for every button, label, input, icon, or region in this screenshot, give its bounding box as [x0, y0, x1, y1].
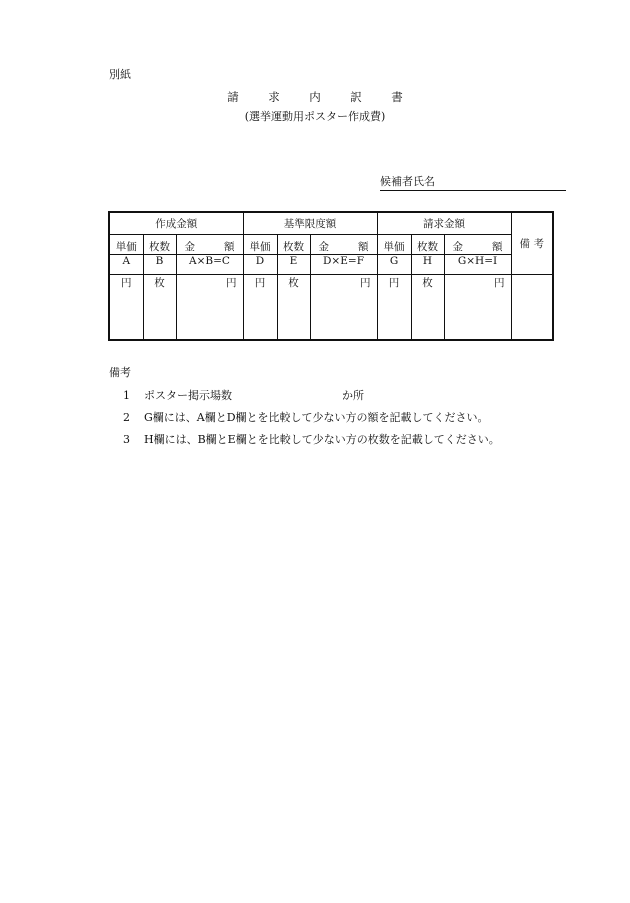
col-label: 単価 [243, 235, 277, 255]
col-code: E [277, 255, 310, 275]
note-item [123, 409, 489, 425]
group-header-claim: 請求金額 [377, 212, 511, 235]
col-code: D×E=F [310, 255, 377, 275]
unit-price-cell[interactable]: 円 [243, 275, 277, 341]
amount-cell[interactable]: 円 [176, 275, 243, 341]
amount-cell[interactable]: 円 [310, 275, 377, 341]
col-code: H [411, 255, 444, 275]
title-char: 求 [268, 90, 280, 104]
notes-heading: 備考 [109, 366, 131, 379]
col-label [176, 235, 243, 255]
col-label: 枚数 [411, 235, 444, 255]
col-label: 単価 [109, 235, 143, 255]
col-code: G×H=I [444, 255, 511, 275]
note-unit: か所 [342, 389, 364, 402]
col-label-char: 金 [318, 241, 329, 253]
title-char: 内 [309, 90, 321, 104]
document-title [0, 89, 630, 105]
title-char: 請 [227, 90, 239, 104]
expense-table [108, 211, 554, 341]
col-label: 枚数 [143, 235, 176, 255]
title-char: 書 [391, 90, 403, 104]
col-label-char: 金 [452, 241, 464, 253]
attachment-label: 別紙 [109, 68, 131, 81]
col-code: A [109, 255, 143, 275]
remarks-header-char: 考 [533, 238, 545, 250]
title-char: 訳 [350, 90, 362, 104]
amount-cell[interactable]: 円 [444, 275, 511, 341]
col-label: 枚数 [277, 235, 310, 255]
note-text: H欄には、B欄とE欄とを比較して少ない方の枚数を記載してください。 [144, 433, 500, 446]
col-label-char: 額 [358, 241, 369, 253]
col-code: A×B=C [176, 255, 243, 275]
document-subtitle: (選挙運動用ポスター作成費) [244, 110, 386, 123]
note-number: 1 [123, 389, 130, 402]
col-label: 単価 [377, 235, 411, 255]
candidate-name-label: 候補者氏名 [380, 175, 435, 188]
note-item [123, 387, 364, 403]
col-code: G [377, 255, 411, 275]
unit-price-cell[interactable]: 円 [377, 275, 411, 341]
note-item [123, 431, 500, 447]
note-number: 3 [123, 433, 130, 446]
group-header-limit: 基準限度額 [243, 212, 377, 235]
col-code: B [143, 255, 176, 275]
col-label [310, 235, 377, 255]
note-text: ポスター掲示場数 [144, 389, 232, 402]
remarks-header [511, 212, 553, 275]
col-label-char: 金 [184, 241, 195, 253]
remarks-cell[interactable] [511, 275, 553, 341]
note-number: 2 [123, 411, 130, 424]
col-code: D [243, 255, 277, 275]
remarks-header-char: 備 [519, 238, 531, 250]
col-label-char: 額 [224, 241, 235, 253]
quantity-cell[interactable]: 枚 [143, 275, 176, 341]
quantity-cell[interactable]: 枚 [411, 275, 444, 341]
col-label [444, 235, 511, 255]
group-header-production: 作成金額 [109, 212, 243, 235]
quantity-cell[interactable]: 枚 [277, 275, 310, 341]
note-text: G欄には、A欄とD欄とを比較して少ない方の額を記載してください。 [144, 411, 489, 424]
unit-price-cell[interactable]: 円 [109, 275, 143, 341]
col-label-char: 額 [492, 241, 503, 253]
candidate-name-field[interactable] [380, 173, 566, 191]
